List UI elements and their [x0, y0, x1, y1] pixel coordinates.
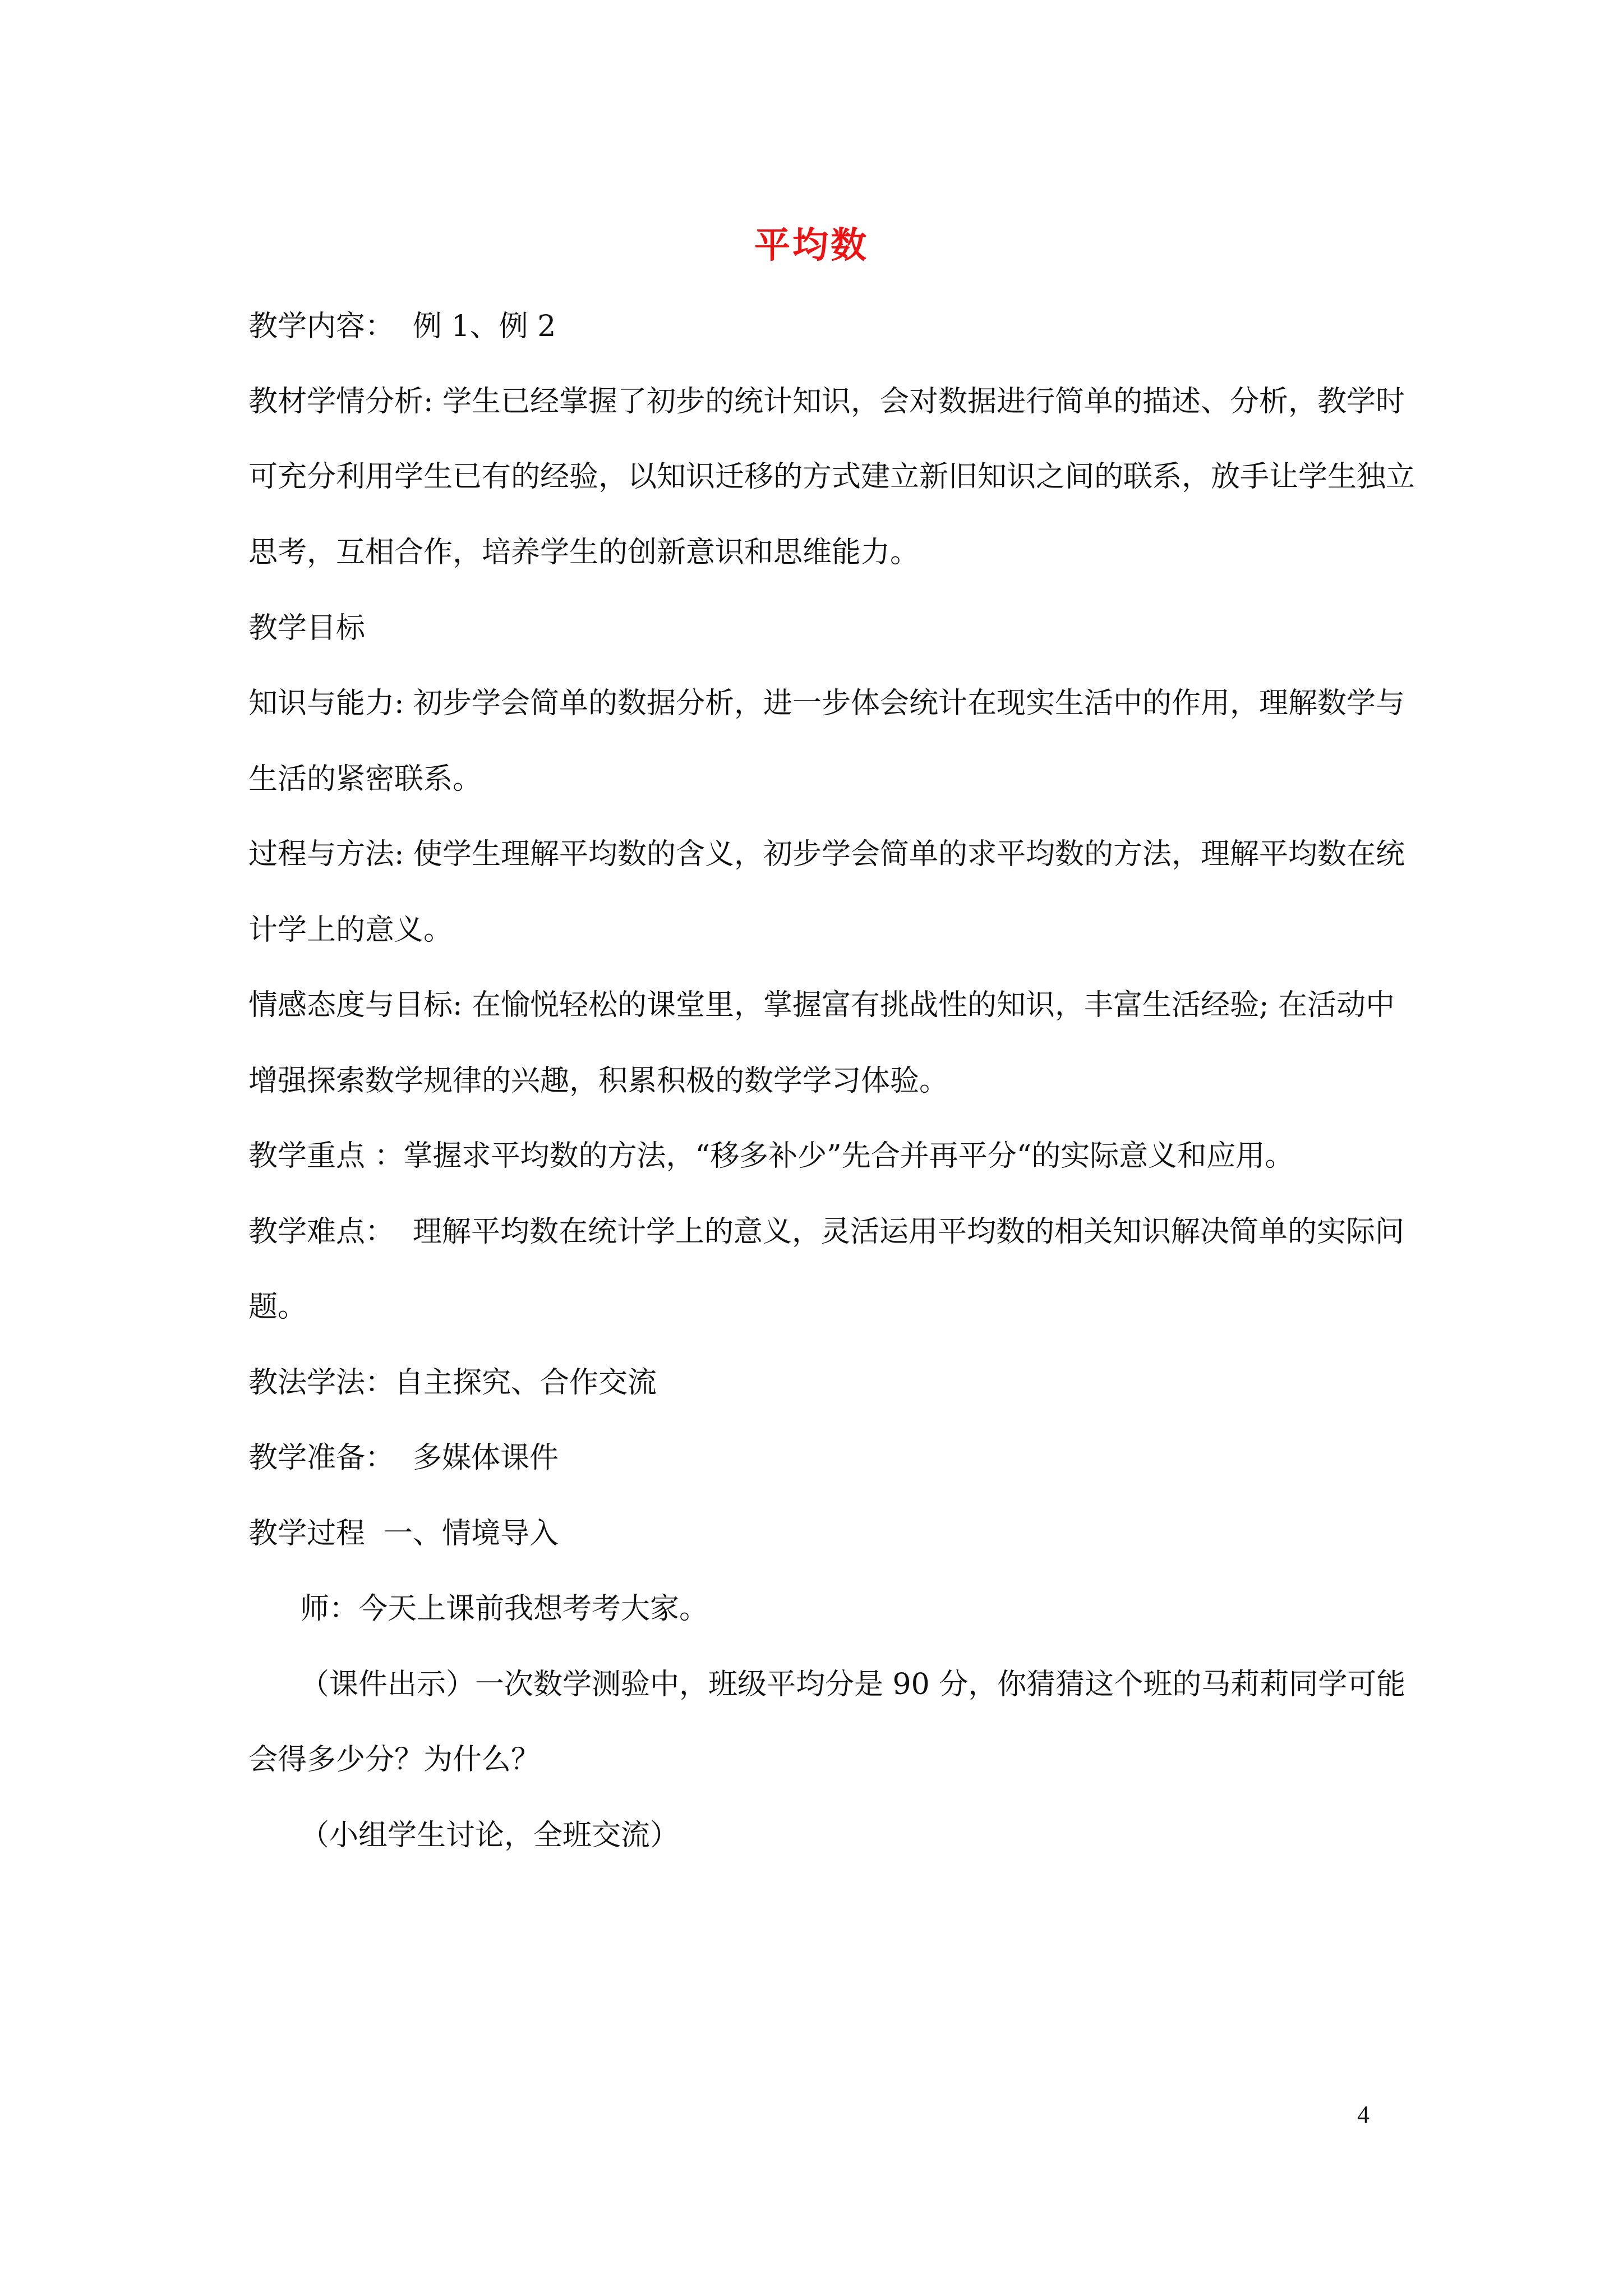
- process-method-line-2: 计学上的意义。: [248, 913, 453, 947]
- key-point-line: 教学重点 ：掌握求平均数的方法，“移多补少”先合并再平分“的实际意义和应用。: [248, 1139, 1294, 1173]
- knowledge-ability-line-1: 知识与能力: 初步学会简单的数据分析，进一步体会统计在现实生活中的作用，理解数学与: [248, 687, 1405, 720]
- teaching-method-line: 教法学法：自主探究、合作交流: [248, 1366, 657, 1400]
- teaching-preparation-line: 教学准备： 多媒体课件: [248, 1441, 559, 1475]
- document-title: 平均数: [754, 224, 869, 266]
- process-method-line-1: 过程与方法: 使学生理解平均数的含义，初步学会简单的求平均数的方法，理解平均数在统: [248, 838, 1405, 871]
- courseware-question-line-2: 会得多少分？为什么？: [248, 1743, 541, 1777]
- courseware-question-line-1: （课件出示）一次数学测验中，班级平均分是 90 分，你猜猜这个班的马莉莉同学可能: [300, 1668, 1406, 1701]
- emotion-goal-line-1: 情感态度与目标: 在愉悦轻松的课堂里，掌握富有挑战性的知识，丰富生活经验; 在活动中: [248, 988, 1395, 1022]
- difficult-point-line-1: 教学难点： 理解平均数在统计学上的意义，灵活运用平均数的相关知识解决简单的实际问: [248, 1215, 1405, 1249]
- knowledge-ability-line-2: 生活的紧密联系。: [248, 762, 482, 796]
- emotion-goal-line-2: 增强探索数学规律的兴趣，积累积极的数学学习体验。: [248, 1064, 949, 1098]
- material-analysis-line-2: 可充分利用学生已有的经验，以知识迁移的方式建立新旧知识之间的联系，放手让学生独立: [248, 460, 1415, 494]
- teaching-content-line: 教学内容： 例 1、例 2: [248, 310, 556, 343]
- page-number: 4: [1357, 2101, 1370, 2128]
- group-discussion-line: （小组学生讨论，全班交流）: [300, 1819, 680, 1852]
- teacher-speech-line: 师：今天上课前我想考考大家。: [300, 1592, 709, 1626]
- material-analysis-line-1: 教材学情分析: 学生已经掌握了初步的统计知识，会对数据进行简单的描述、分析，教学时: [248, 385, 1405, 418]
- teaching-process-line: 教学过程 一、情境导入: [248, 1517, 559, 1550]
- difficult-point-line-2: 题。: [248, 1290, 307, 1324]
- material-analysis-line-3: 思考，互相合作，培养学生的创新意识和思维能力。: [248, 536, 920, 569]
- teaching-goals-heading: 教学目标: [248, 611, 366, 645]
